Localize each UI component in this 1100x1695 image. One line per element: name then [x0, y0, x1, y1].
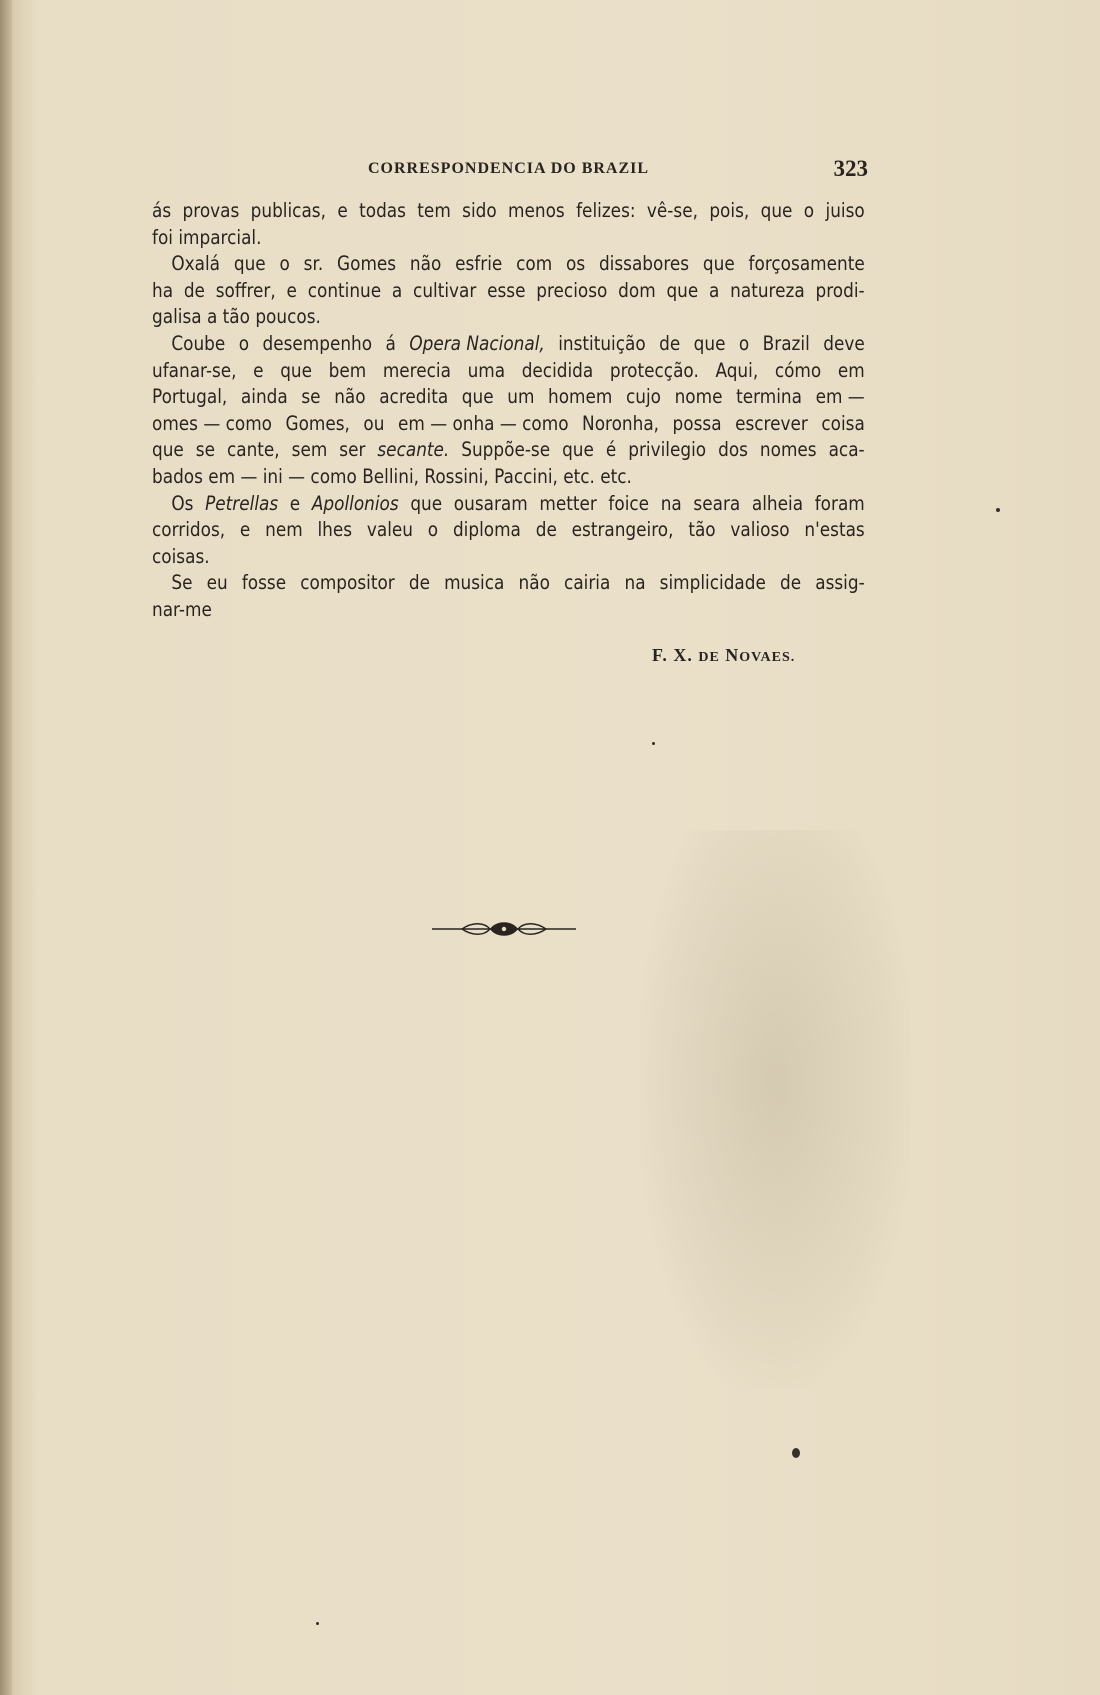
word: sido: [462, 199, 497, 222]
word: musica: [444, 571, 505, 595]
word: cujo: [625, 385, 661, 409]
signature-surname-rest: OVAES.: [739, 650, 796, 665]
word: foi imparcial.: [152, 225, 262, 249]
word: que: [760, 199, 793, 222]
word: e: [289, 491, 301, 515]
word: Os: [171, 491, 194, 515]
word: n'estas: [804, 518, 865, 542]
text-line: [152, 225, 865, 252]
word: a: [709, 278, 720, 302]
word: cultivar: [413, 278, 477, 302]
word: se: [301, 385, 321, 409]
word: que: [666, 278, 699, 302]
decorative-flourish-icon: [432, 918, 576, 940]
word: valeu: [366, 518, 414, 542]
word: de: [183, 278, 205, 302]
word: nar-me: [152, 597, 212, 621]
word: Suppõe-se: [461, 438, 551, 462]
word: possa: [672, 411, 722, 435]
word: protecção.: [609, 358, 699, 382]
word: os: [565, 252, 586, 276]
word: tão: [688, 518, 716, 542]
text-line: [152, 464, 865, 491]
word: não: [409, 252, 442, 276]
word: ás: [152, 199, 172, 222]
word: nem: [265, 518, 303, 542]
text-line: [152, 517, 865, 544]
page-header: [150, 156, 868, 186]
word: dissabores: [598, 252, 690, 276]
word: ou: [363, 411, 385, 435]
word: corridos,: [152, 518, 226, 542]
text-line: [152, 437, 865, 464]
text-line: [152, 331, 865, 358]
word: todas: [359, 199, 406, 222]
word: nomes: [759, 438, 817, 462]
word: Apollonios: [311, 491, 399, 515]
word: merecia: [382, 358, 451, 382]
word: a: [391, 278, 403, 302]
show-through-bleed: [640, 830, 910, 1390]
word: soffrer,: [215, 278, 276, 302]
word: de: [408, 571, 430, 595]
ink-speck: [792, 1448, 800, 1458]
word: o: [427, 518, 439, 542]
word: e: [253, 358, 264, 382]
word: Petrellas: [205, 491, 279, 515]
text-line: [152, 597, 865, 624]
word: metter: [539, 491, 597, 515]
word: esfrie: [455, 252, 503, 276]
signature: [652, 645, 795, 666]
word: na: [624, 571, 646, 595]
signature-surname-initial: N: [725, 645, 740, 665]
word: de: [659, 331, 681, 355]
word: assig-: [815, 571, 865, 595]
word: Portugal,: [152, 385, 228, 409]
word: que: [280, 358, 313, 382]
word: uma: [467, 358, 506, 382]
word: foice: [608, 491, 650, 515]
word: dom: [618, 278, 656, 302]
text-line: [152, 358, 865, 385]
signature-initials: F. X.: [652, 645, 699, 665]
word: forçosamente: [748, 252, 865, 276]
word: cante,: [226, 438, 280, 462]
word: que: [233, 252, 266, 276]
word: estrangeiro,: [571, 518, 674, 542]
word: publicas,: [250, 199, 326, 222]
word: decidida: [521, 358, 594, 382]
text-line: [152, 570, 865, 597]
word: ufanar-se,: [152, 358, 237, 382]
word: Gomes,: [285, 411, 350, 435]
word: nome: [674, 385, 723, 409]
text-line: [152, 411, 865, 438]
word: Oxalá: [171, 252, 221, 276]
word: á: [385, 331, 396, 355]
page-number: 323: [833, 156, 868, 181]
word: acredita: [379, 385, 449, 409]
word: seara: [693, 491, 741, 515]
word: que: [702, 252, 735, 276]
text-line: [152, 544, 865, 571]
word: secante.: [377, 438, 450, 462]
word: compositor: [300, 571, 395, 595]
word: de: [780, 571, 802, 595]
word: vê-se,: [646, 199, 698, 222]
word: ha: [152, 278, 174, 302]
word: ainda: [240, 385, 288, 409]
word: de: [535, 518, 557, 542]
text-line: [152, 384, 865, 411]
text-line: [152, 304, 865, 331]
word: o: [803, 199, 815, 222]
word: bados em — ini — como Bellini, Rossini, Paccini, etc. etc.: [152, 464, 632, 488]
word: termina: [736, 385, 802, 409]
word: Aqui,: [715, 358, 759, 382]
word: homem: [548, 385, 613, 409]
text-line: [152, 251, 865, 278]
word: coisa: [821, 411, 865, 435]
word: em —: [815, 385, 865, 409]
word: que: [461, 385, 494, 409]
word: com: [516, 252, 553, 276]
word: alheia: [751, 491, 804, 515]
word: fosse: [241, 571, 287, 595]
word: cairia: [564, 571, 611, 595]
text-line: [152, 278, 865, 305]
word: em — onha — como: [397, 411, 569, 435]
word: sem: [291, 438, 328, 462]
word: coisas.: [152, 544, 210, 568]
running-title: CORRESPONDENCIA DO BRAZIL: [368, 160, 650, 177]
word: aca-: [828, 438, 865, 462]
ink-speck: [316, 1622, 319, 1625]
word: e: [337, 199, 348, 222]
word: Se: [171, 571, 193, 595]
word: provas: [182, 199, 240, 222]
word: o: [279, 252, 290, 276]
word: e: [286, 278, 297, 302]
word: menos: [508, 199, 565, 222]
word: juiso: [825, 199, 865, 222]
word: privilegio: [628, 438, 707, 462]
word: natureza: [730, 278, 805, 302]
word: foram: [814, 491, 865, 515]
word: Gomes: [337, 252, 397, 276]
word: um: [507, 385, 535, 409]
text-line: [152, 491, 865, 518]
word: que: [562, 438, 594, 462]
word: deve: [823, 331, 865, 355]
word: diploma: [452, 518, 521, 542]
word: não: [334, 385, 366, 409]
word: precioso: [536, 278, 608, 302]
word: cómo: [774, 358, 822, 382]
word: ser: [339, 438, 366, 462]
word: tem: [417, 199, 451, 222]
word: que: [410, 491, 443, 515]
word: sr.: [303, 252, 324, 276]
word: valioso: [730, 518, 790, 542]
word: galisa a tão poucos.: [152, 305, 321, 329]
word: Noronha,: [582, 411, 660, 435]
text-line: [152, 198, 865, 225]
binding-shadow: [0, 0, 12, 1695]
word: esse: [487, 278, 526, 302]
word: Coube: [171, 331, 226, 355]
word: Opera Nacional,: [409, 331, 545, 355]
word: ousaram: [453, 491, 528, 515]
signature-particle: DE: [698, 650, 720, 665]
word: o: [738, 331, 750, 355]
word: desempenho: [262, 331, 373, 355]
word: é: [605, 438, 617, 462]
word: que: [152, 438, 184, 462]
word: eu: [206, 571, 228, 595]
word: instituição: [558, 331, 646, 355]
word: simplicidade: [659, 571, 766, 595]
word: lhes: [317, 518, 353, 542]
word: Brazil: [762, 331, 810, 355]
ink-speck: [996, 508, 1000, 512]
word: continue: [307, 278, 382, 302]
word: na: [660, 491, 682, 515]
word: dos: [718, 438, 748, 462]
word: em: [837, 358, 865, 382]
ink-speck: [652, 742, 655, 745]
word: bem: [328, 358, 367, 382]
word: o: [238, 331, 250, 355]
word: se: [195, 438, 215, 462]
word: omes — como: [152, 411, 272, 435]
word: felizes:: [576, 199, 636, 222]
word: que: [693, 331, 726, 355]
word: pois,: [709, 199, 750, 222]
word: e: [239, 518, 251, 542]
body-text: [152, 198, 865, 624]
word: não: [518, 571, 550, 595]
word: escrever: [735, 411, 808, 435]
word: prodi-: [815, 278, 865, 302]
